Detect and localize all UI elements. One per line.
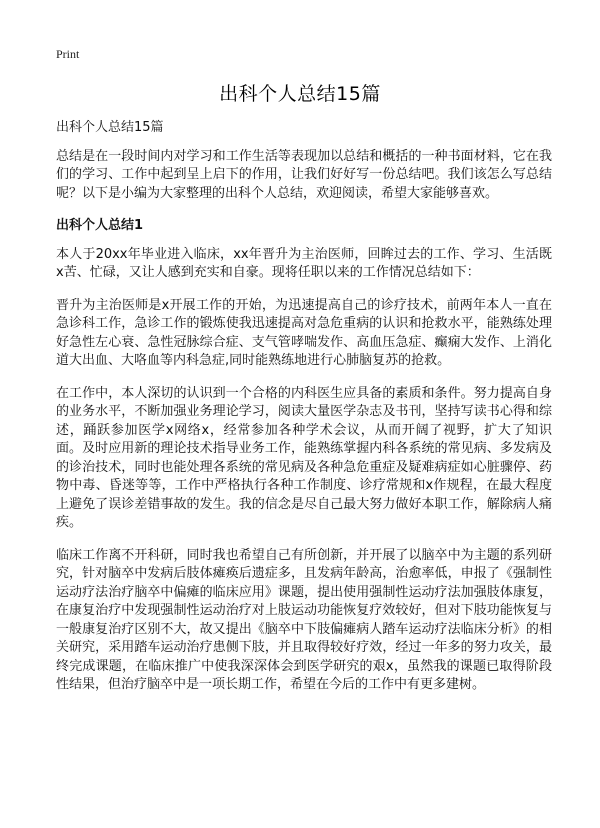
- intro-paragraph: 总结是在一段时间内对学习和工作生活等表现加以总结和概括的一种书面材料，它在我们的学习、工作中起到呈上启下的作用，让我们好好写一份总结吧。我们该怎么写总结呢？以下是小编为大家整理的出科个人总结，欢迎阅读，希望大家能够喜欢。: [56, 148, 552, 201]
- body-paragraph-4: 临床工作离不开科研，同时我也希望自己有所创新，并开展了以脑卒中为主题的系列研究，针对脑卒中发病后肢体瘫痪后遗症多，且发病年龄高，治愈率低，申报了《强制性运动疗法治疗脑卒中偏瘫的临床应用》课题，提出使用强制性运动疗法加强肢体康复，在康复治疗中发现强制性运动治疗对上肢运动功能恢复疗效较好，但对下肢功能恢复与一般康复治疗区别不大，故又提出《脑卒中下肢偏瘫病人踏车运动疗法临床分析》的相关研究，采用踏车运动治疗患侧下肢，并且取得较好疗效，经过一年多的努力攻关，最终完成课题，在临床推广中使我深深体会到医学研究的艰x，虽然我的课题已取得阶段性结果，但治疗脑卒中是一项长期工作，希望在今后的工作中有更多建树。: [56, 547, 552, 692]
- section-heading: 出科个人总结1: [56, 218, 144, 233]
- page-title: 出科个人总结15篇: [219, 83, 381, 105]
- body-paragraph-1: 本人于20xx年毕业进入临床，xx年晋升为主治医师，回眸过去的工作、学习、生活既x苦、忙碌，又让人感到充实和自豪。现将任职以来的工作情况总结如下：: [56, 246, 552, 280]
- article-body: [56, 119, 552, 709]
- article-subtitle: 出科个人总结15篇: [56, 120, 164, 135]
- print-link[interactable]: Print: [56, 47, 80, 61]
- body-paragraph-2: 晋升为主治医师是x开展工作的开始，为迅速提高自己的诊疗技术，前两年本人一直在急诊科工作，急诊工作的锻炼使我迅速提高对急危重病的认识和抢救水平，能熟练处理好急性左心衰、急性冠脉综合症、支气管哮喘发作、高血压急症、癫痫大发作、上消化道大出血、大咯血等内科急症,同时能熟练地进行心肺脑复苏的抢救。: [56, 297, 552, 368]
- body-paragraph-3: 在工作中，本人深切的认识到一个合格的内科医生应具备的素质和条件。努力提高自身的业务水平，不断加强业务理论学习，阅读大量医学杂志及书刊，坚持写读书心得和综述，踊跃参加医学x网络x，经常参加各种学术会议，从而开阔了视野，扩大了知识面。及时应用新的理论技术指导业务工作，能熟练掌握内科各系统的常见病、多发病及的诊治技术，同时也能处理各系统的常见病及各种急危重症及疑难病症如心脏骤停、药物中毒、昏迷等等，工作中严格执行各种工作制度、诊疗常规和x作规程，在最大程度上避免了误诊差错事故的发生。我的信念是尽自己最大努力做好本职工作，解除病人痛疾。: [56, 385, 552, 530]
